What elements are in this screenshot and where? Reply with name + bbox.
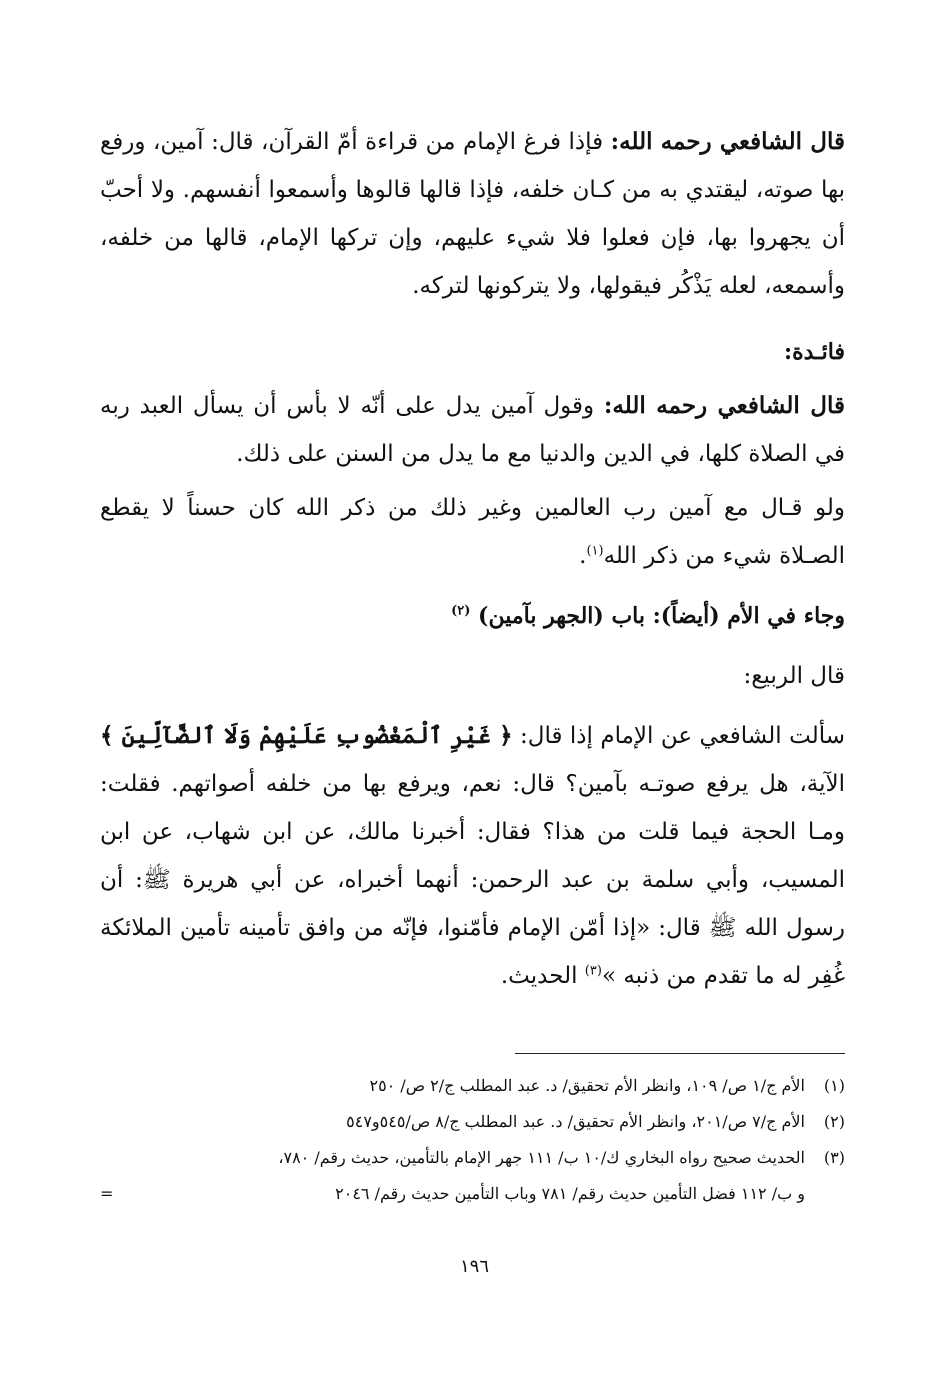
speaker-label: قال الشافعي رحمه الله: <box>610 128 845 155</box>
main-text <box>100 118 845 1000</box>
footnotes <box>100 1068 845 1212</box>
continuation-mark: = <box>100 1184 114 1203</box>
footnote-1 <box>100 1068 845 1104</box>
paragraph-hadith <box>100 712 845 1000</box>
footnote-ref-3: (٣) <box>584 963 602 979</box>
paragraph-end: . <box>579 543 587 569</box>
footnote-2 <box>100 1104 845 1140</box>
fayda-heading: فائـدة: <box>784 339 845 365</box>
footnote-divider <box>515 1053 845 1054</box>
speaker-label: قال الشافعي رحمه الله: <box>603 392 845 419</box>
footnote-number: (٣) <box>823 1148 845 1167</box>
paragraph-shafii-dua <box>100 382 845 478</box>
paragraph-rabi: قال الربيع: <box>743 663 845 689</box>
footnote-text: الأم ج/٧ ص/٢٠١، وانظر الأم تحقيق/ د. عبد المطلب ج/٨ ص/٥٤٥و٥٤٧ <box>346 1112 805 1131</box>
footnote-number: (٢) <box>823 1112 845 1131</box>
footnote-3 <box>100 1140 845 1176</box>
paragraph-text: وقول آمين يدل على أنّه لا بأس أن يسأل العبد ربه في الصلاة كلها، في الدين والدنيا مع ما يدل من السنن على ذلك. <box>100 393 845 467</box>
quran-verse: ﴿ غَيْرِ ٱلْمَغْضُوبِ عَلَيْهِمْ وَلَا ٱلضَّآلِّينَ ﴾ <box>100 722 513 749</box>
footnote-text: الحديث صحيح رواه البخاري ك/١٠ ب/ ١١١ جهر الإمام بالتأمين، حديث رقم/ ٧٨٠، <box>278 1148 805 1167</box>
footnote-ref-1: (١) <box>586 543 604 559</box>
section-heading <box>100 592 845 640</box>
footnote-continuation-text: و ب/ ١١٢ فضل التأمين حديث رقم/ ٧٨١ وباب التأمين حديث رقم/ ٢٠٤٦ <box>335 1184 805 1203</box>
paragraph-shafii-amin <box>100 118 845 310</box>
footnote-number: (١) <box>823 1076 845 1095</box>
footnote-3-continuation <box>100 1176 845 1212</box>
paragraph-end: الحديث. <box>500 963 585 989</box>
footnote-ref-2: (٢) <box>451 603 471 619</box>
paragraph-text: ولو قـال مع آمين رب العالمين وغير ذلك من ذكر الله كان حسناً لا يقطع الصـلاة شيء من ذكر الله <box>100 495 845 569</box>
footnote-text: الأم ج/١ ص/ ١٠٩، وانظر الأم تحقيق/ د. عبد المطلب ج/٢ ص/ ٢٥٠ <box>369 1076 805 1095</box>
page-number: ١٩٦ <box>459 1256 489 1277</box>
paragraph-dhikr <box>100 484 845 580</box>
paragraph-text: سألت الشافعي عن الإمام إذا قال: <box>512 723 845 749</box>
heading-text: وجاء في الأم (أيضاً): باب (الجهر بآمين) <box>478 603 845 629</box>
paragraph-text: فإذا فرغ الإمام من قراءة أمّ القرآن، قال: آمين، ورفع بها صوته، ليقتدي به من كـان خلفه، فإذا قالها قالوها وأسمعوا أنفسهم. ولا أحبّ أن يجهروا بها، فإن فعلوا فلا شيء عليهم، وإن تركها الإمام، قالها من خلفه، وأسمعه، لعله يَذْكُر فيقولها، ولا يتركونها لتركه. <box>100 129 845 299</box>
paragraph-text-rest: الآية، هل يرفع صوتـه بآمين؟ قال: نعم، ويرفع بها من خلفه أصواتهم. فقلت: ومـا الحجة فيما قلت من هذا؟ فقال: أخبرنا مالك، عن ابن شهاب، عن ابن المسيب، وأبي سلمة بن عبد الرحمن: أنهما أخبراه، عن أبي هريرة ﷺ: أن رسول الله ﷺ قال: «إذا أمّن الإمام فأمّنوا، فإنّه من وافق تأمينه تأمين الملائكة غُفِر له ما تقدم من ذنبه » <box>100 771 845 989</box>
